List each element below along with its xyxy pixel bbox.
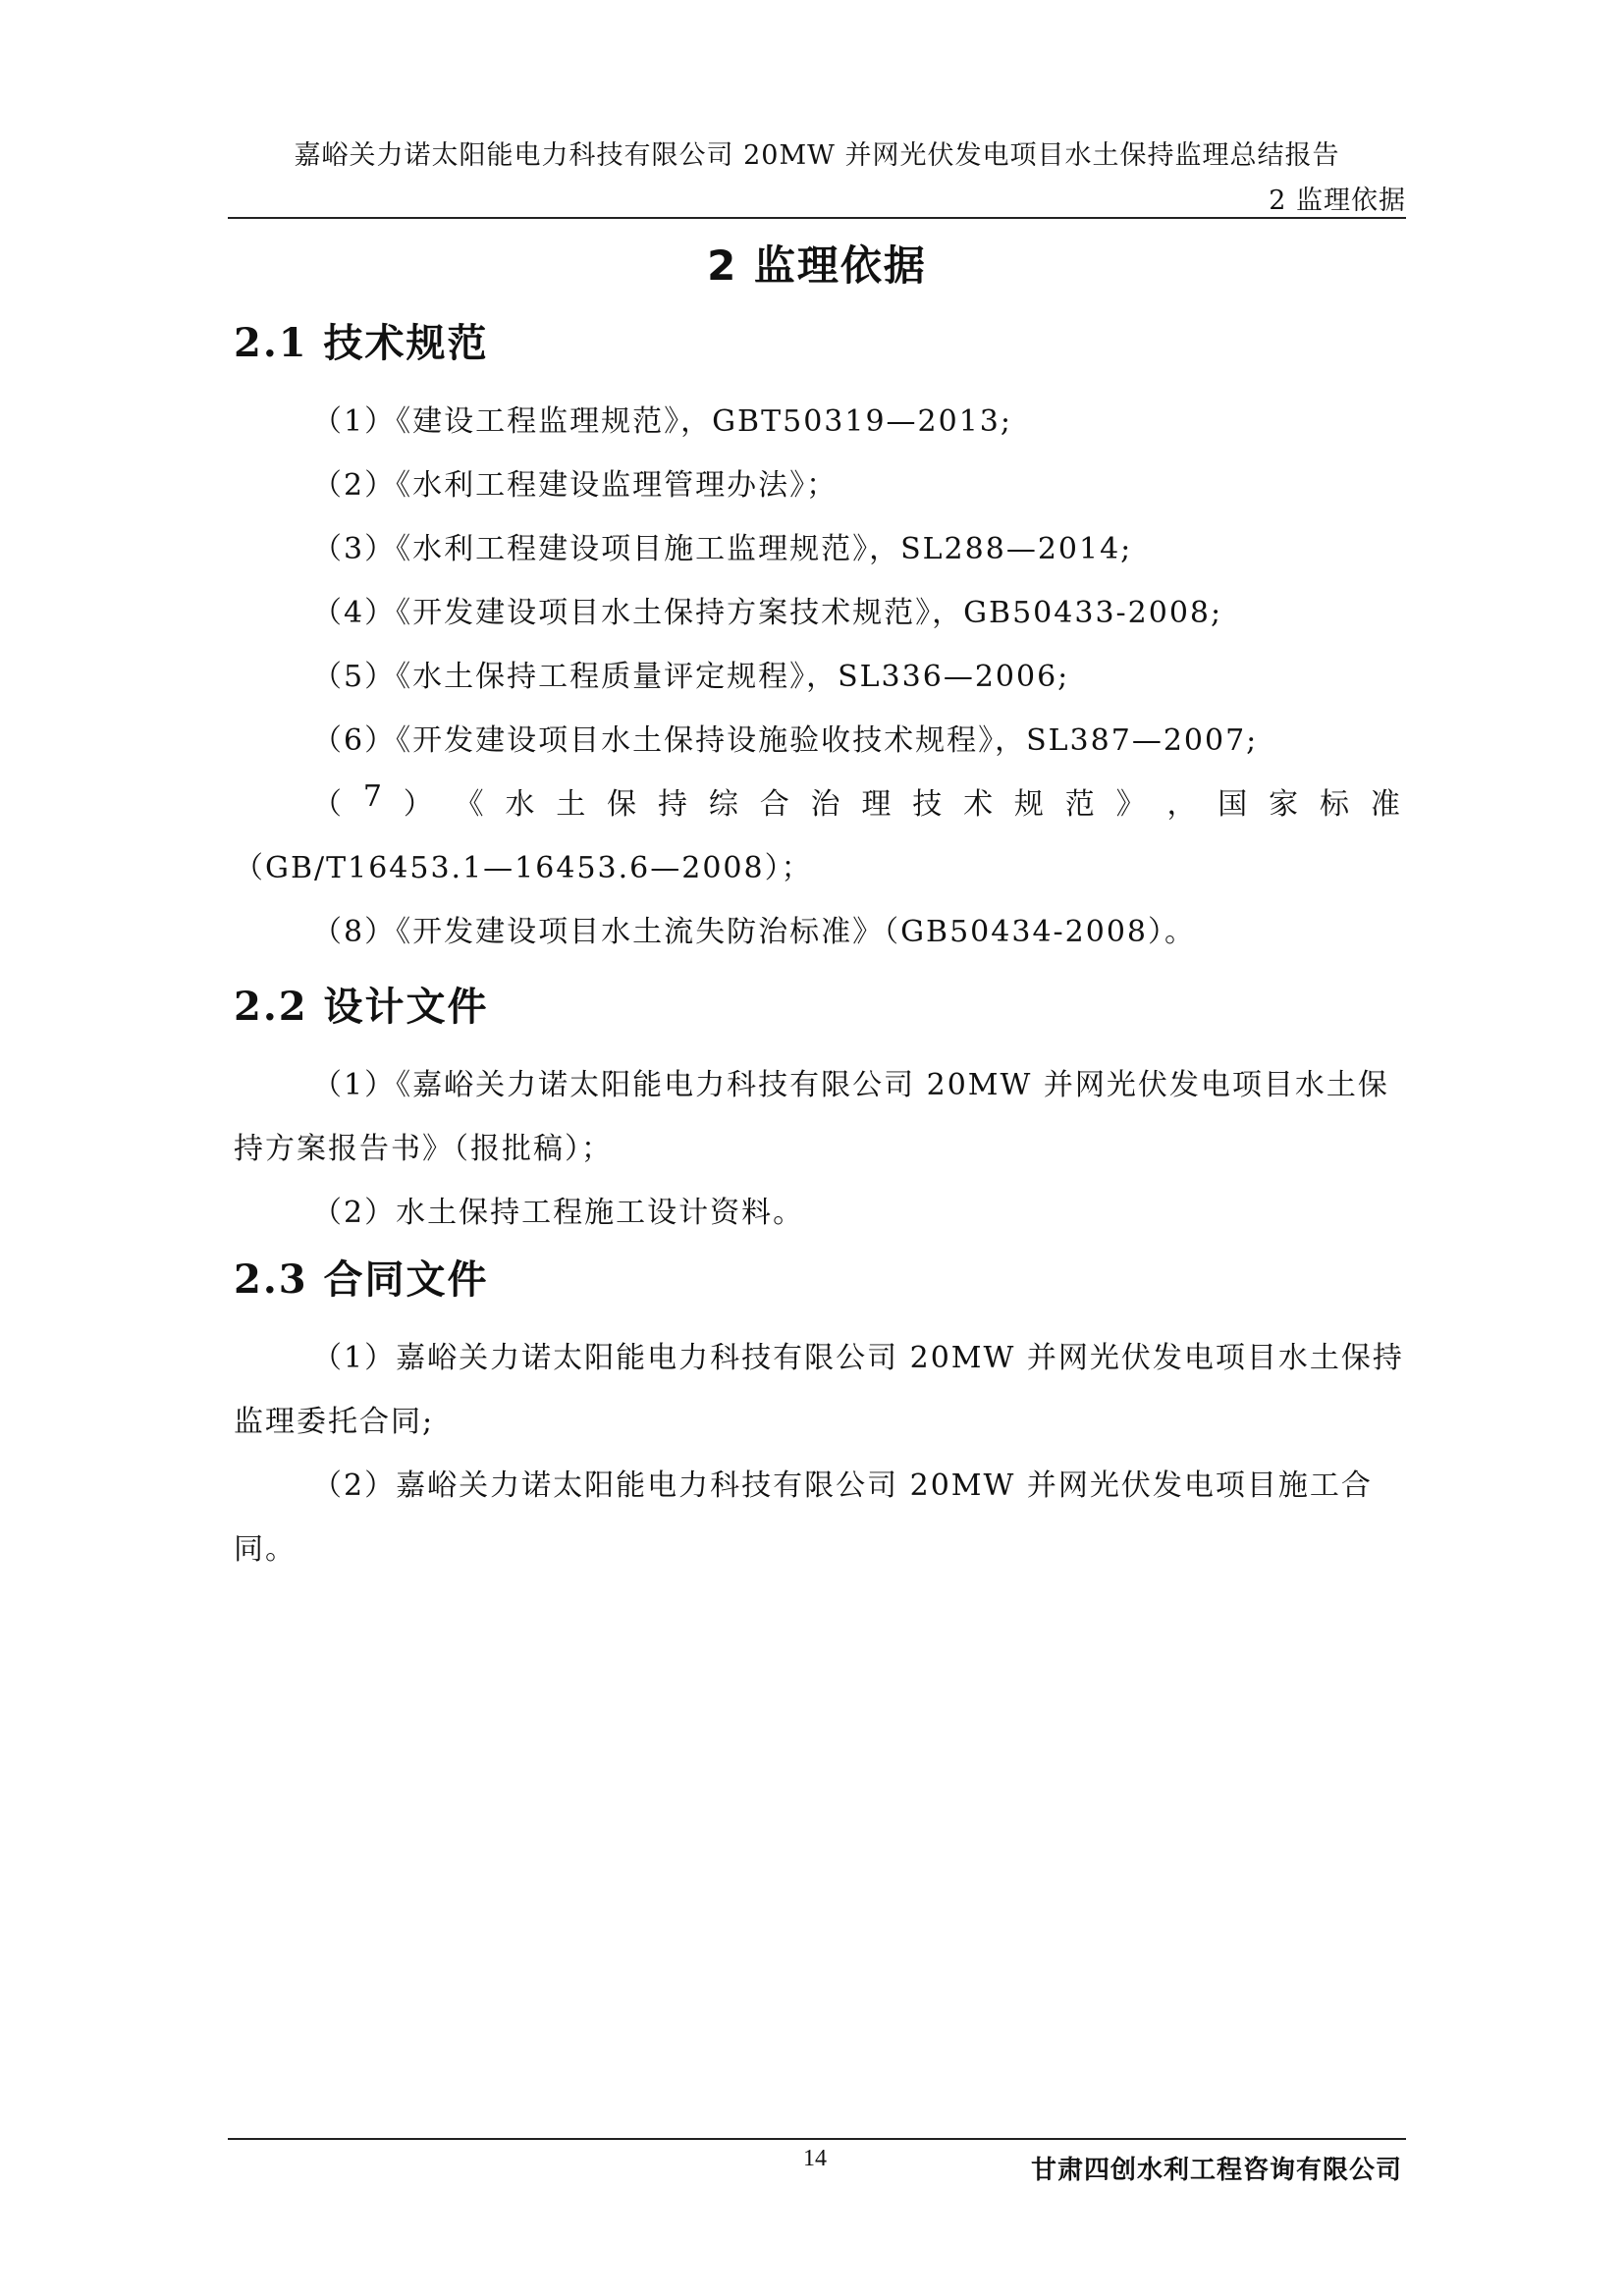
spread-char: 持	[658, 787, 687, 822]
spread-char: 治	[810, 787, 840, 822]
list-item-line-2: 持方案报告书》（报批稿）；	[234, 1132, 613, 1166]
spread-char: 》	[1115, 787, 1146, 822]
chapter-title: 2 监理依据	[707, 241, 927, 290]
spread-char: 技	[912, 787, 943, 822]
spread-char: ，	[1166, 787, 1197, 822]
spread-char: （	[312, 787, 342, 822]
section-heading-2-1: 2.1 技术规范	[234, 320, 489, 366]
spread-char: 术	[963, 787, 994, 822]
spread-char: 合	[759, 787, 789, 822]
section-heading-2-3: 2.3 合同文件	[234, 1256, 489, 1303]
page-number: 14	[803, 2146, 827, 2171]
list-item: （5）《水土保持工程质量评定规程》，SL336—2006;	[312, 660, 1070, 694]
list-item-7-line-1	[312, 779, 1400, 823]
list-item: （2）《水利工程建设监理管理办法》；	[312, 468, 839, 503]
spread-char: 7	[362, 779, 382, 814]
header-divider	[228, 217, 1406, 219]
spread-char: 标	[1319, 787, 1349, 822]
footer-divider	[228, 2138, 1406, 2140]
list-item-line-1: （2）嘉峪关力诺太阳能电力科技有限公司 20MW 并网光伏发电项目施工合	[312, 1468, 1373, 1503]
list-item: （6）《开发建设项目水土保持设施验收技术规程》，SL387—2007;	[312, 723, 1259, 758]
list-item-7-line-2: （GB/T16453.1—16453.6—2008）；	[234, 851, 813, 885]
spread-char: 理	[861, 787, 892, 822]
spread-char: 水	[505, 787, 535, 822]
spread-char: 规	[1013, 787, 1044, 822]
spread-char: 家	[1269, 787, 1299, 822]
list-item-line-1: （1）嘉峪关力诺太阳能电力科技有限公司 20MW 并网光伏发电项目水土保持	[312, 1341, 1404, 1375]
spread-char: 综	[708, 787, 738, 822]
running-header-title: 嘉峪关力诺太阳能电力科技有限公司 20MW 并网光伏发电项目水土保持监理总结报告	[294, 140, 1340, 171]
list-item-line-2: 同。	[234, 1532, 297, 1567]
footer-company-name: 甘肃四创水利工程咨询有限公司	[1030, 2156, 1402, 2185]
list-item: （1）《建设工程监理规范》，GBT50319—2013;	[312, 404, 1012, 439]
spread-char: 范	[1064, 787, 1095, 822]
list-item: （3）《水利工程建设项目施工监理规范》，SL288—2014;	[312, 532, 1133, 566]
spread-char: 保	[607, 787, 637, 822]
list-item: （2）水土保持工程施工设计资料。	[312, 1196, 805, 1230]
list-item-line-2: 监理委托合同;	[234, 1405, 435, 1439]
list-item-line-1: （1）《嘉峪关力诺太阳能电力科技有限公司 20MW 并网光伏发电项目水土保	[312, 1068, 1389, 1102]
spread-char: 准	[1370, 787, 1400, 822]
spread-char: ）	[403, 787, 433, 822]
spread-char: 《	[454, 787, 484, 822]
spread-char: 国	[1218, 787, 1248, 822]
section-heading-2-2: 2.2 设计文件	[234, 984, 489, 1030]
list-item: （4）《开发建设项目水土保持方案技术规范》，GB50433-2008;	[312, 596, 1223, 630]
running-header-section: 2 监理依据	[1269, 186, 1406, 216]
list-item: （8）《开发建设项目水土流失防治标准》（GB50434-2008）。	[312, 915, 1197, 949]
spread-char: 土	[556, 787, 586, 822]
